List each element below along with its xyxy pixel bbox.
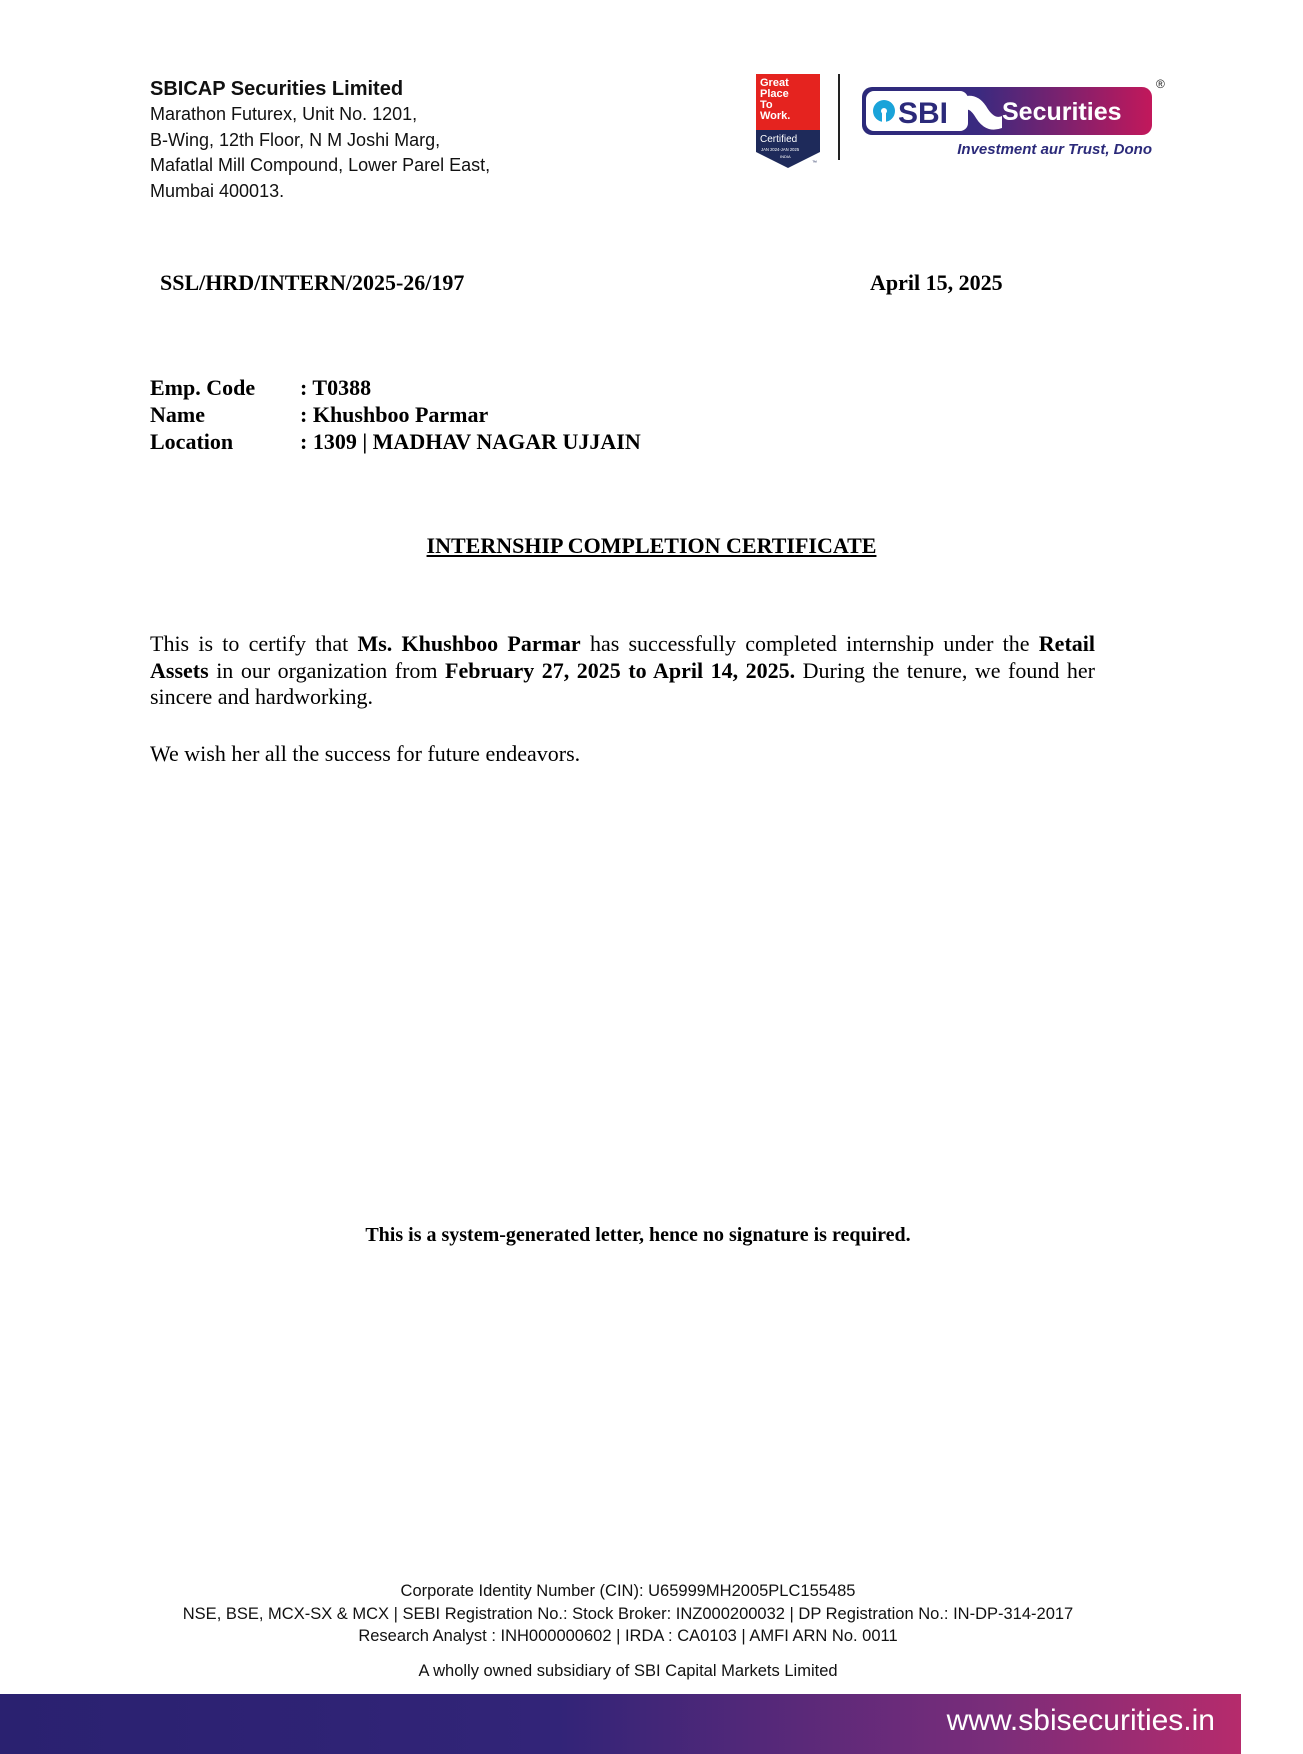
sbi-securities-logo — [862, 76, 1165, 166]
para-text-3: in our organization from — [208, 657, 446, 683]
system-generated-note: This is a system-generated letter, hence no signature is required. — [365, 1224, 911, 1246]
gptw-certified: Certified — [760, 134, 798, 145]
gptw-line-1: Great — [760, 77, 789, 89]
emp-location-value: : 1309 | MADHAV NAGAR UJJAIN — [300, 429, 641, 454]
registered-mark: ® — [1156, 77, 1165, 91]
department-name: Retail Assets — [150, 631, 1095, 683]
emp-name-row — [150, 401, 641, 428]
gptw-line-3: To — [760, 99, 773, 111]
emp-location-label: Location — [150, 429, 234, 454]
address-line-3: Mafatlal Mill Compound, Lower Parel East, — [150, 155, 491, 175]
reference-number: SSL/HRD/INTERN/2025-26/197 — [160, 270, 465, 295]
gptw-line-2: Place — [760, 88, 789, 100]
emp-location-row — [150, 428, 641, 455]
logo-divider — [838, 74, 840, 160]
internship-period: February 27, 2025 to April 14, 2025. — [445, 657, 796, 683]
footer-subsidiary: A wholly owned subsidiary of SBI Capital Markets Limited — [418, 1662, 838, 1680]
letter-date: April 15, 2025 — [870, 270, 1003, 295]
footer-band — [0, 1694, 1241, 1754]
para-text-2: has successfully completed internship under the — [580, 631, 1039, 656]
logo-securities-text: Securities — [1002, 98, 1122, 126]
emp-code-label: Emp. Code — [150, 375, 256, 400]
emp-code-row — [150, 374, 641, 401]
logo-tagline: Investment aur Trust, Dono — [957, 141, 1152, 158]
closing-wish: We wish her all the success for future endeavors. — [150, 741, 581, 766]
address-line-4: Mumbai 400013. — [150, 180, 285, 201]
gptw-period: JAN 2024-JAN 2025 — [761, 147, 800, 152]
emp-name-label: Name — [150, 402, 205, 427]
footer-research: Research Analyst : INH000000602 | IRDA : CA0103 | AMFI ARN No. 0011 — [358, 1627, 898, 1645]
para-text-4: During the tenure, we found her sincere and hardworking. — [150, 657, 1095, 709]
para-text-1: This is to certify that — [150, 631, 358, 656]
website-link[interactable]: www.sbisecurities.in — [946, 1704, 1215, 1737]
footer-registrations: NSE, BSE, MCX-SX & MCX | SEBI Registration No.: Stock Broker: INZ000200032 | DP Registration No.: IN-DP-314-2017 — [182, 1604, 1074, 1623]
intern-name: Ms. Khushboo Parmar — [357, 631, 581, 656]
certificate-title: INTERNSHIP COMPLETION CERTIFICATE — [426, 533, 877, 558]
gptw-country: INDIA — [780, 154, 791, 159]
gptw-tm: ™ — [812, 160, 817, 166]
great-place-to-work-badge — [756, 74, 820, 170]
logo-sbi-text: SBI — [898, 97, 949, 130]
company-address-block — [150, 76, 610, 204]
footer-registration-block — [0, 1580, 1256, 1648]
employee-details — [150, 374, 641, 455]
footer-cin: Corporate Identity Number (CIN): U65999MH2005PLC155485 — [400, 1582, 856, 1600]
address-line-1: Marathon Futurex, Unit No. 1201, — [150, 104, 418, 124]
emp-code-value: : T0388 — [300, 375, 372, 400]
emp-name-value: : Khushboo Parmar — [300, 402, 489, 427]
address-line-2: B-Wing, 12th Floor, N M Joshi Marg, — [150, 129, 441, 150]
company-name: SBICAP Securities Limited — [150, 78, 404, 100]
gptw-line-4: Work. — [760, 110, 791, 122]
certificate-body-paragraph — [150, 631, 1095, 711]
